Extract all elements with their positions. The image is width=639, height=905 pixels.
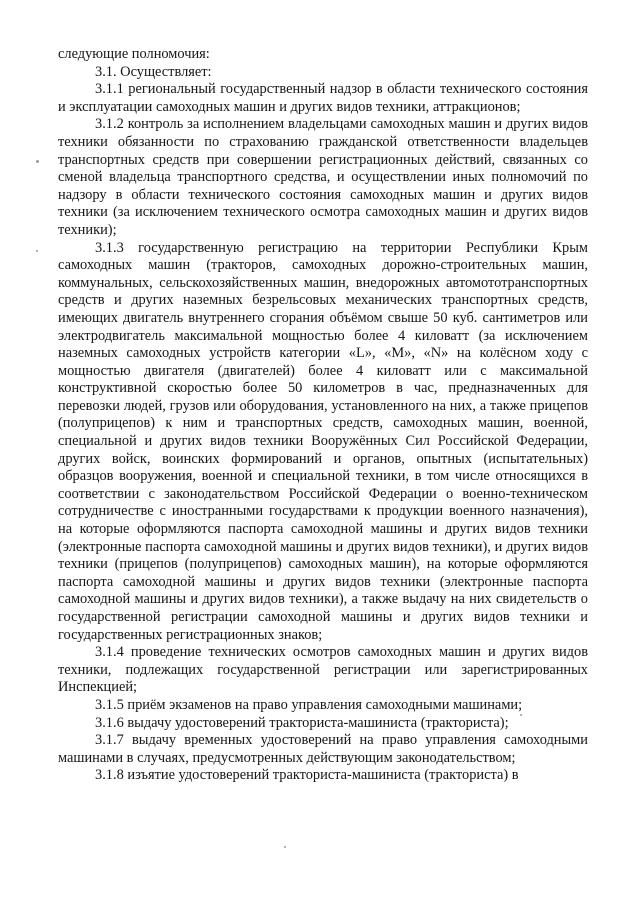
paragraph-3-1-1: 3.1.1 региональный государственный надзор в области технического состояния и эксплуатации самоходных машин и других видов техники, аттракционов;	[58, 81, 588, 115]
document-body	[58, 46, 588, 785]
paragraph-3-1-7: 3.1.7 выдачу временных удостоверений на право управления самоходными машинами в случаях, предусмотренных действующим законодательством;	[58, 732, 588, 766]
paragraph-3-1-2: 3.1.2 контроль за исполнением владельцами самоходных машин и других видов техники обязанности по страхованию гражданской ответственности владельцев транспортных средств при совершении регистрационных действий, связанных со сменой владельца транспортного средства, и осуществлении иных полномочий по надзору в области технического состояния самоходных машин и других видов техники (за исключением технического осмотра самоходных машин и других видов техники);	[58, 116, 588, 238]
scan-speck	[284, 846, 286, 848]
paragraph-3-1-4: 3.1.4 проведение технических осмотров самоходных машин и других видов техники, подлежащих государственной регистрации или зарегистрированных Инспекцией;	[58, 644, 588, 696]
scan-speck	[36, 160, 39, 163]
paragraph-3-1-8: 3.1.8 изъятие удостоверений тракториста-машиниста (тракториста) в	[95, 767, 519, 784]
paragraph-3-1-6: 3.1.6 выдачу удостоверений тракториста-машиниста (тракториста);	[95, 714, 509, 731]
paragraph-3-1-3: 3.1.3 государственную регистрацию на территории Республики Крым самоходных машин (тракторов, самоходных дорожно-строительных машин, коммунальных, сельскохозяйственных машин, внедорожных автомототранспортных средств и других наземных безрельсовых механических транспортных средств, имеющих двигатель внутреннего сгорания объёмом свыше 50 куб. сантиметров или электродвигатель максимальной мощностью более 4 киловатт (за исключением наземных самоходных устройств категории «L», «M», «N» на колёсном ходу с мощностью двигателя (двигателей) более 4 киловатт или с максимальной конструктивной скоростью более 50 километров в час, предназначенных для перевозки людей, грузов или оборудования, установленного на них, а также прицепов (полуприцепов) к ним и транспортных средств, самоходных машин, военной, специальной и других видов техники Вооружённых Сил Российской Федерации, других войск, воинских формирований и органов, опытных (испытательных) образцов вооружения, военной и специальной техники, в том числе относящихся в соответствии с законодательством Российской Федерации о военно-техническом сотрудничестве с иностранными государствами к продукции военного назначения), на которые оформляются паспорта самоходной машины и других видов техники (электронные паспорта самоходной машины и других видов техники), и других видов техники (прицепов (полуприцепов) самоходных машин), на которые оформляются паспорта самоходной машины и других видов техники (электронные паспорта самоходной машины и других видов техники), а также выдачу на них свидетельств о государственной регистрации самоходной машины и других видов техники и государственных регистрационных знаков;	[58, 239, 588, 643]
paragraph-3-1-5: 3.1.5 приём экзаменов на право управления самоходными машинами;	[95, 696, 523, 713]
section-heading-3-1: 3.1. Осуществляет:	[95, 63, 212, 80]
scan-speck	[520, 714, 522, 716]
scan-speck	[36, 250, 38, 252]
intro-line: следующие полномочия:	[58, 46, 210, 62]
